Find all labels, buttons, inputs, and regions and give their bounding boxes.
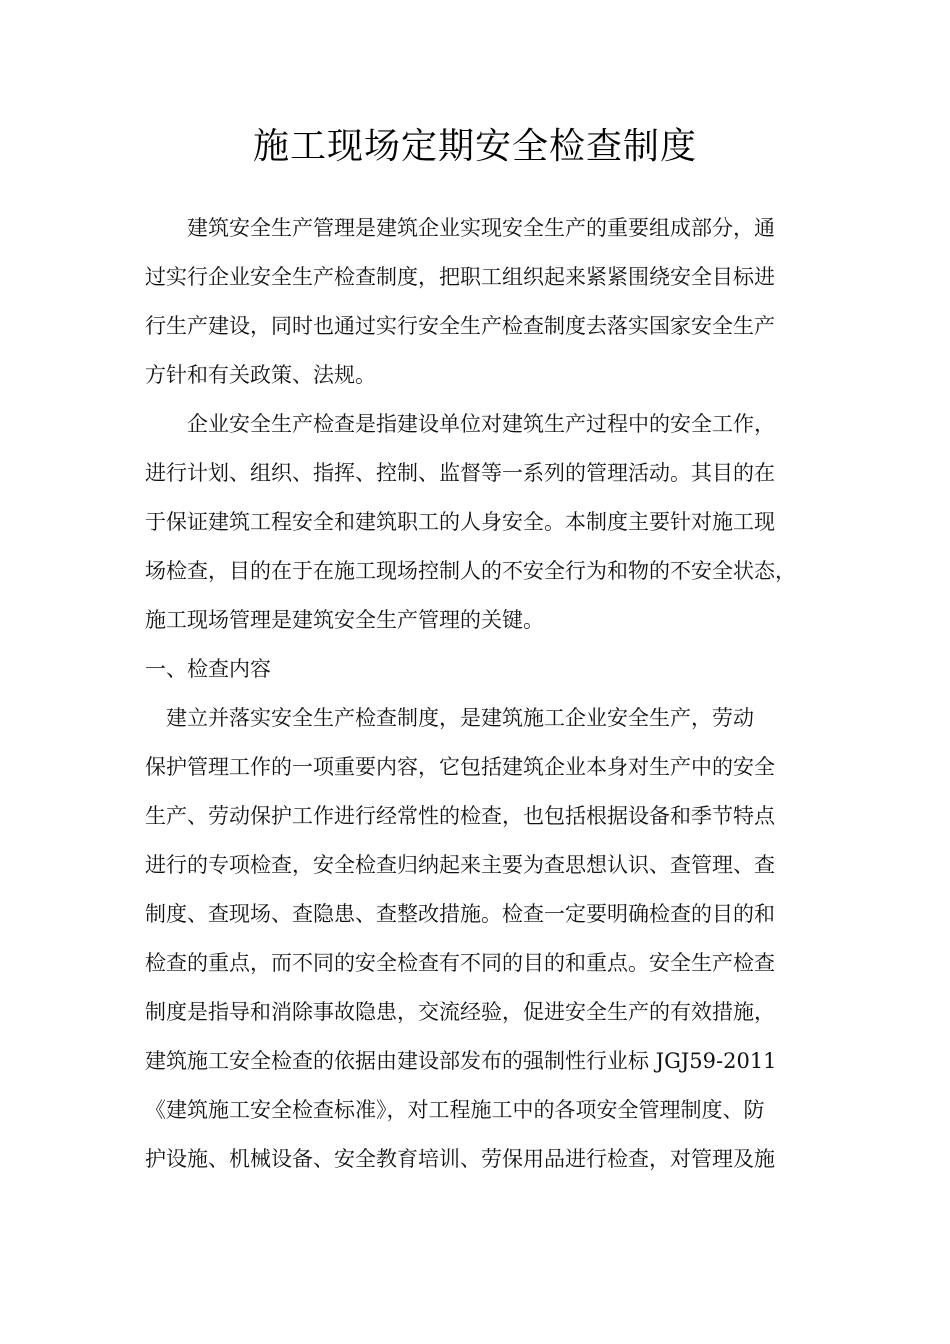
body-line-15: 制度、查现场、查隐患、查整改措施。检查一定要明确检查的目的和	[145, 902, 775, 926]
body-line-5: 企业安全生产检查是指建设单位对建筑生产过程中的安全工作，	[145, 412, 775, 436]
body-line-3: 行生产建设，同时也通过实行安全生产检查制度去落实国家安全生产	[145, 314, 775, 338]
body-line-6: 进行计划、组织、指挥、控制、监督等一系列的管理活动。其目的在	[145, 461, 775, 485]
document-title-text: 施工现场定期安全检查制度	[252, 126, 697, 167]
body-line-9: 施工现场管理是建筑安全生产管理的关键。	[145, 608, 544, 632]
body-line-7: 于保证建筑工程安全和建筑职工的人身安全。本制度主要针对施工现	[145, 510, 775, 534]
body-line-19: 《建筑施工安全检查标准》，对工程施工中的各项安全管理制度、防	[145, 1098, 765, 1122]
body-line-8: 场检查，目的在于在施工现场控制人的不安全行为和物的不安全状态，	[145, 559, 796, 583]
body-line-13: 生产、劳动保护工作进行经常性的检查，也包括根据设备和季节特点	[145, 804, 775, 828]
document-body	[145, 204, 825, 1184]
section-heading-inspection-content: 一、检查内容	[145, 657, 271, 681]
body-line-11: 建立并落实安全生产检查制度，是建筑施工企业安全生产，劳动	[145, 706, 754, 730]
body-line-1: 建筑安全生产管理是建筑企业实现安全生产的重要组成部分，通	[145, 216, 775, 240]
body-line-12: 保护管理工作的一项重要内容，它包括建筑企业本身对生产中的安全	[145, 755, 775, 779]
body-line-2: 过实行企业安全生产检查制度，把职工组织起来紧紧围绕安全目标进	[145, 265, 775, 289]
body-line-20: 护设施、机械设备、安全教育培训、劳保用品进行检查，对管理及施	[145, 1147, 775, 1171]
body-line-16: 检查的重点，而不同的安全检查有不同的目的和重点。安全生产检查	[145, 951, 775, 975]
body-line-14: 进行的专项检查，安全检查归纳起来主要为查思想认识、查管理、查	[145, 853, 775, 877]
body-line-17: 制度是指导和消除事故隐患，交流经验，促进安全生产的有效措施，	[145, 1000, 775, 1024]
document-title	[0, 125, 950, 169]
body-line-18: 建筑施工安全检查的依据由建设部发布的强制性行业标 JGJ59-2011	[145, 1049, 777, 1073]
body-line-4: 方针和有关政策、法规。	[145, 363, 376, 387]
